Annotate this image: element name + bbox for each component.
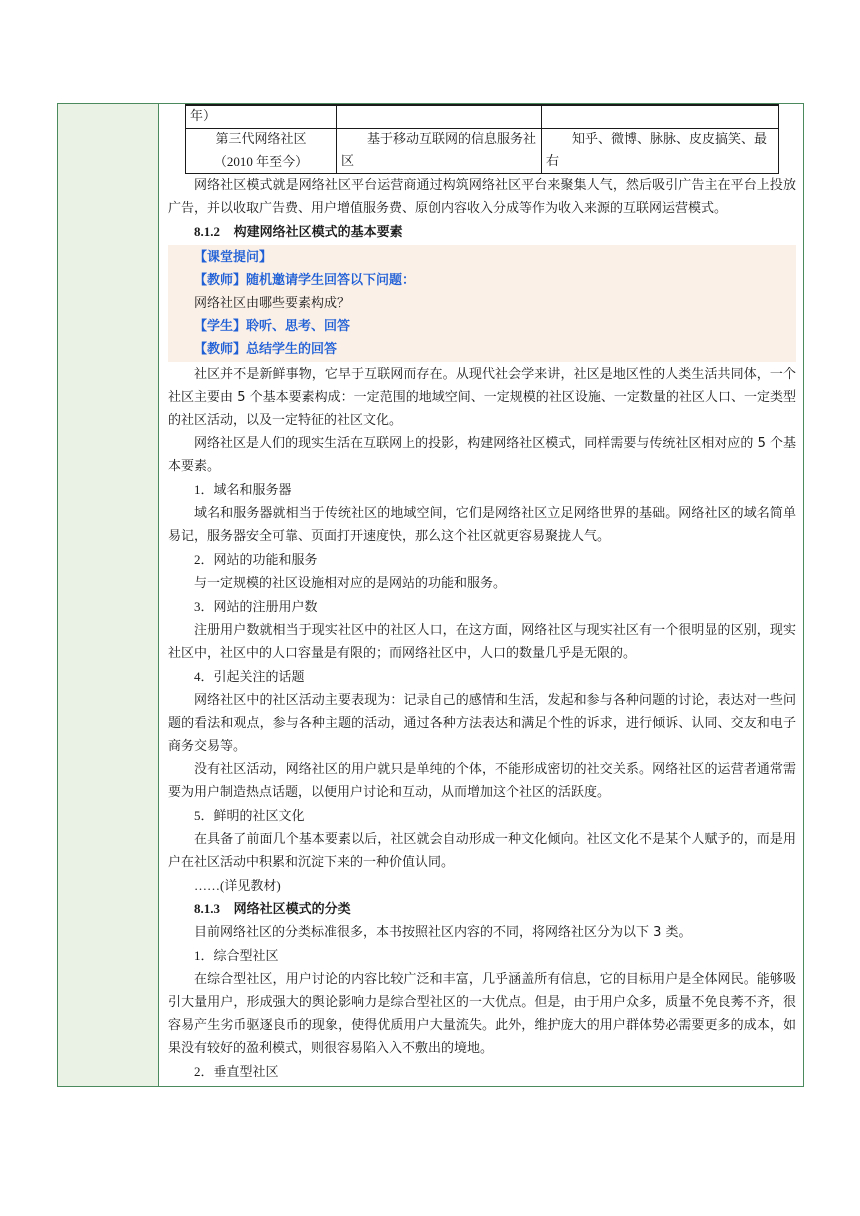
details-note: ……(详见教材) — [194, 878, 281, 893]
element-heading: 4．引起关注的话题 — [194, 669, 305, 685]
table-cell: 基于移动互联网的信息服务社区 — [337, 129, 542, 174]
table-row — [186, 129, 779, 174]
community-generations-table — [185, 104, 779, 174]
paragraph: 网络社区中的社区活动主要表现为：记录自己的感情和生活，发起和参与各种问题的讨论，表达对一些问题的看法和观点，参与各种主题的活动，通过各种方法表达和满足个性的诉求，进行倾诉、认同、交友和电子商务交易等。 — [168, 693, 796, 754]
paragraph: 与一定规模的社区设施相对应的是网站的功能和服务。 — [194, 576, 507, 591]
teacher-summary: 【教师】总结学生的回答 — [194, 342, 338, 357]
paragraph: 在具备了前面几个基本要素以后，社区就会自动形成一种文化倾向。社区文化不是某个人赋予的，而是用户在社区活动中积累和沉淀下来的一种价值认同。 — [168, 832, 796, 870]
table-cell: 年） — [186, 105, 337, 129]
generation-name: 第三代网络社区 — [215, 132, 307, 147]
table-cell — [186, 129, 337, 174]
paragraph: 域名和服务器就相当于传统社区的地域空间，它们是网络社区立足网络世界的基础。网络社区的域名简单易记，服务器安全可靠、页面打开速度快，那么这个社区就更容易聚拢人气。 — [168, 506, 796, 544]
lesson-content — [168, 104, 796, 1084]
left-column — [58, 104, 159, 1086]
table-cell: 知乎、微博、脉脉、皮皮搞笑、最右 — [542, 129, 779, 174]
paragraph: 在综合型社区，用户讨论的内容比较广泛和丰富，几乎涵盖所有信息，它的目标用户是全体网民。能够吸引大量用户，形成强大的舆论影响力是综合型社区的一大优点。但是，由于用户众多，质量不免良莠不齐，很容易产生劣币驱逐良币的现象，使得优质用户大量流失。此外，维护庞大的用户群体势必需要更多的成本，如果没有较好的盈利模式，则很容易陷入入不敷出的境地。 — [168, 972, 796, 1056]
type-heading: 2．垂直型社区 — [194, 1064, 279, 1080]
paragraph: 网络社区是人们的现实生活在互联网上的投影，构建网络社区模式，同样需要与传统社区相对应的 5 个基本要素。 — [168, 436, 796, 474]
lesson-frame — [57, 103, 804, 1087]
paragraph: 没有社区活动，网络社区的用户就只是单纯的个体，不能形成密切的社交关系。网络社区的运营者通常需要为用户制造热点话题，以便用户讨论和互动，从而增加这个社区的活跃度。 — [168, 762, 796, 800]
paragraph: 目前网络社区的分类标准很多，本书按照社区内容的不同，将网络社区分为以下 3 类。 — [194, 925, 692, 940]
student-action: 【学生】聆听、思考、回答 — [194, 319, 351, 334]
question-text: 网络社区由哪些要素构成？ — [194, 296, 351, 311]
paragraph: 注册用户数就相当于现实社区中的社区人口，在这方面，网络社区与现实社区有一个很明显的区别，现实社区中，社区中的人口容量是有限的；而网络社区中，人口的数量几乎是无限的。 — [168, 623, 796, 661]
section-number: 8.1.2 — [194, 224, 220, 239]
type-heading: 1．综合型社区 — [194, 948, 279, 964]
element-heading: 3．网站的注册用户数 — [194, 599, 318, 615]
table-cell — [542, 105, 779, 129]
element-heading: 1．域名和服务器 — [194, 482, 292, 498]
section-heading — [168, 897, 796, 921]
paragraph: 网络社区模式就是网络社区平台运营商通过构筑网络社区平台来聚集人气，然后吸引广告主在平台上投放广告，并以收取广告费、用户增值服务费、原创内容收入分成等作为收入来源的互联网运营模式。 — [168, 178, 796, 216]
teacher-instruction: 【教师】随机邀请学生回答以下问题： — [194, 273, 416, 288]
section-heading — [168, 220, 796, 244]
table-cell — [337, 105, 542, 129]
section-number: 8.1.3 — [194, 901, 220, 916]
paragraph: 社区并不是新鲜事物，它早于互联网而存在。从现代社会学来讲，社区是地区性的人类生活共同体，一个社区主要由 5 个基本要素构成：一定范围的地域空间、一定规模的社区设施、一定数量的社区人口、一定类型的社区活动，以及一定特征的社区文化。 — [168, 367, 796, 428]
element-heading: 2．网站的功能和服务 — [194, 552, 318, 568]
table-row — [186, 105, 779, 129]
generation-years: （2010 年至今） — [213, 154, 309, 169]
section-title: 构建网络社区模式的基本要素 — [233, 225, 403, 240]
classroom-question-box — [168, 245, 796, 362]
element-heading: 5．鲜明的社区文化 — [194, 808, 305, 824]
classroom-question-label: 【课堂提问】 — [194, 250, 273, 265]
section-title: 网络社区模式的分类 — [233, 902, 351, 917]
